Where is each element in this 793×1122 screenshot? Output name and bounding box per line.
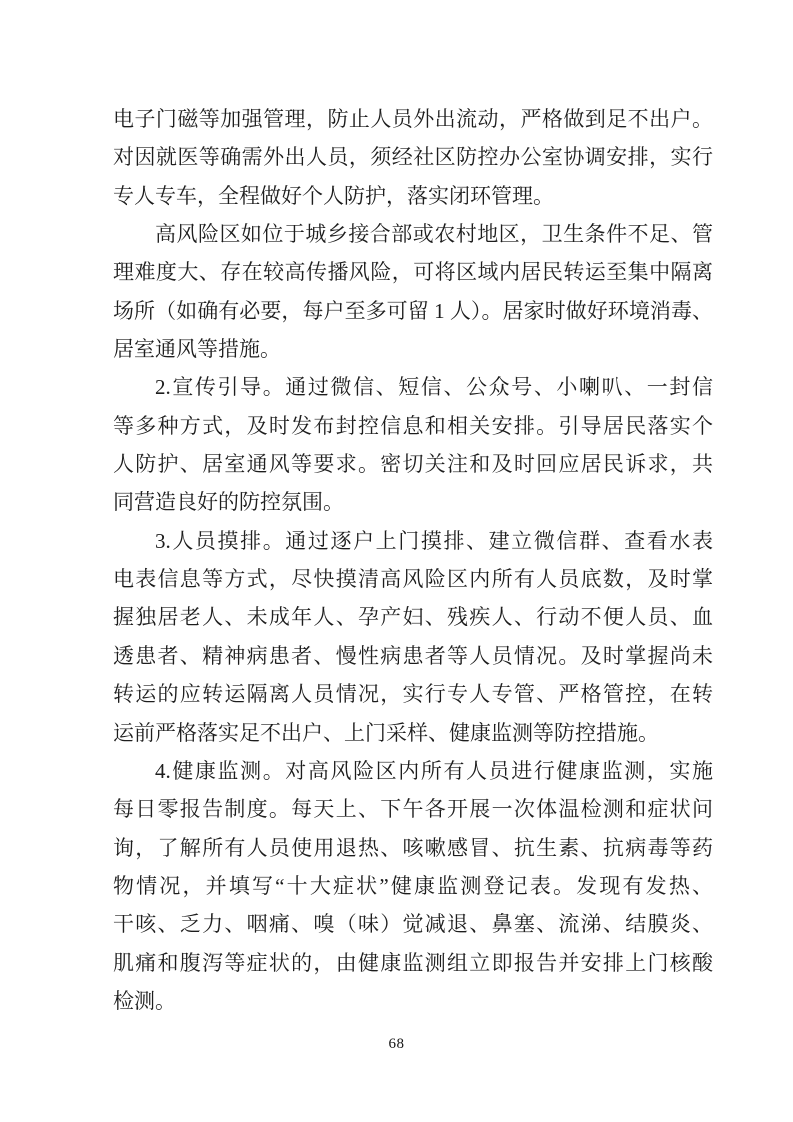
text-line: 同营造良好的防控氛围。: [113, 490, 344, 515]
text-line: 询，了解所有人员使用退热、咳嗽感冒、抗生素、抗病毒等药: [113, 835, 713, 860]
text-line: 物情况，并填写“十大症状”健康监测登记表。发现有发热、: [113, 873, 713, 898]
text-line: 4.健康监测。对高风险区内所有人员进行健康监测，实施: [155, 758, 713, 783]
paragraph: [113, 368, 713, 521]
paragraph: [113, 522, 713, 752]
text-line: 肌痛和腹泻等症状的，由健康监测组立即报告并安排上门核酸: [113, 950, 713, 975]
text-line: 运前严格落实足不出户、上门采样、健康监测等防控措施。: [113, 720, 659, 745]
paragraph: [113, 100, 713, 215]
paragraph: [113, 752, 713, 1020]
text-line: 握独居老人、未成年人、孕产妇、残疾人、行动不便人员、血: [113, 605, 713, 630]
text-line: 对因就医等确需外出人员，须经社区防控办公室协调安排，实行: [113, 145, 713, 170]
text-line: 电表信息等方式，尽快摸清高风险区内所有人员底数，及时掌: [113, 567, 713, 592]
text-line: 专人专车，全程做好个人防护，落实闭环管理。: [113, 183, 554, 208]
document-content: [113, 100, 713, 1020]
text-line: 人防护、居室通风等要求。密切关注和及时回应居民诉求，共: [113, 452, 713, 477]
text-line: 检测。: [113, 988, 176, 1013]
text-line: 场所（如确有必要，每户至多可留 1 人）。居家时做好环境消毒、: [113, 298, 713, 323]
text-line: 转运的应转运隔离人员情况，实行专人专管、严格管控，在转: [113, 682, 713, 707]
text-line: 干咳、乏力、咽痛、嗅（味）觉减退、鼻塞、流涕、结膜炎、: [113, 912, 713, 937]
text-line: 电子门磁等加强管理，防止人员外出流动，严格做到足不出户。: [113, 107, 713, 131]
text-line: 居室通风等措施。: [113, 337, 281, 362]
text-line: 高风险区如位于城乡接合部或农村地区，卫生条件不足、管: [155, 222, 713, 247]
text-line: 每日零报告制度。每天上、下午各开展一次体温检测和症状问: [113, 797, 713, 822]
page-number: 68: [388, 1036, 405, 1052]
text-line: 3.人员摸排。通过逐户上门摸排、建立微信群、查看水表: [155, 528, 713, 553]
text-line: 理难度大、存在较高传播风险，可将区域内居民转运至集中隔离: [113, 260, 713, 285]
text-line: 等多种方式，及时发布封控信息和相关安排。引导居民落实个: [113, 413, 713, 438]
text-line: 透患者、精神病患者、慢性病患者等人员情况。及时掌握尚未: [113, 643, 713, 668]
text-line: 2.宣传引导。通过微信、短信、公众号、小喇叭、一封信: [155, 375, 713, 400]
paragraph: [113, 215, 713, 368]
